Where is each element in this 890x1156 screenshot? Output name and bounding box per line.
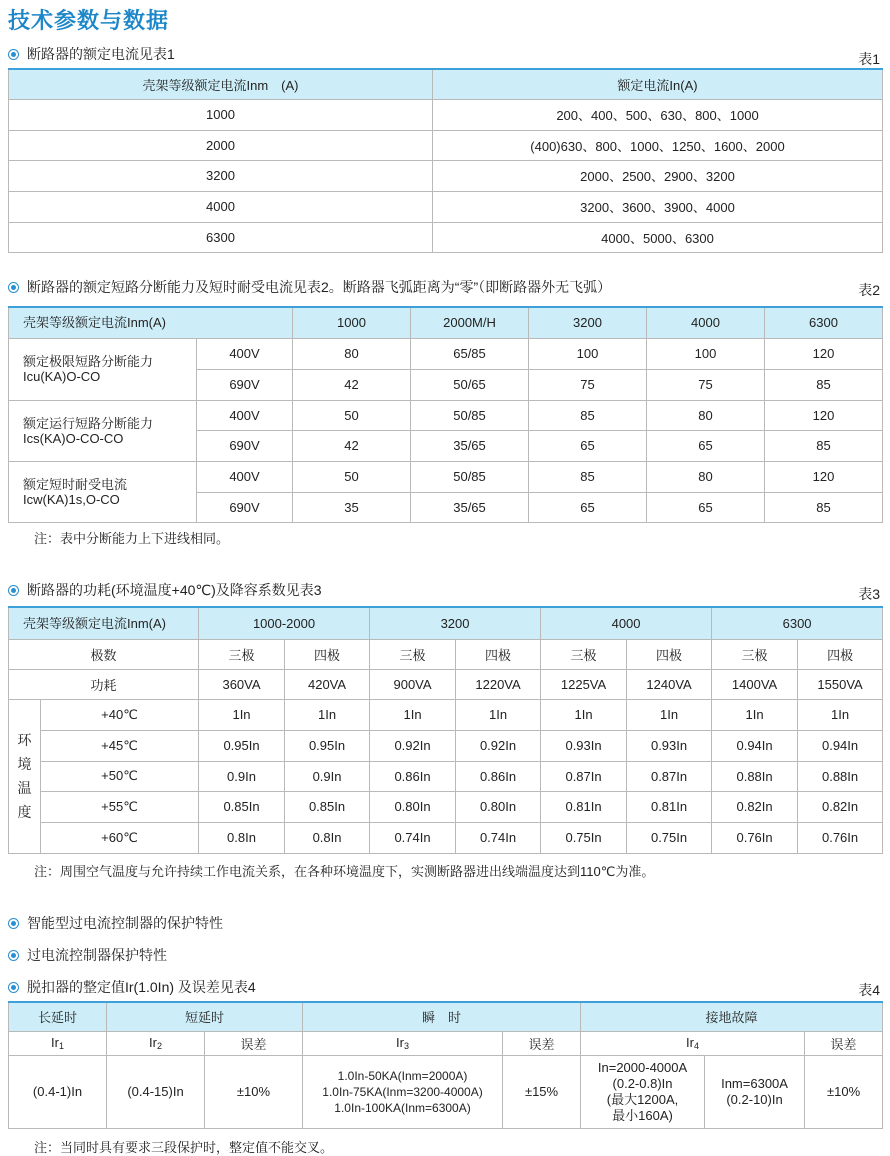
table-cell: 四极 bbox=[798, 639, 883, 669]
table-cell: 200、400、500、630、800、1000 bbox=[433, 99, 883, 130]
table4-header-long-delay: 长延时 bbox=[9, 1002, 107, 1031]
table-cell: 50 bbox=[293, 400, 411, 430]
value-line: (0.2-10)In bbox=[726, 1091, 783, 1107]
section-heading-controller-protection bbox=[8, 945, 167, 965]
table-cell: 120 bbox=[765, 400, 883, 430]
section-heading-text: 智能型过电流控制器的保护特性 bbox=[27, 915, 223, 931]
value-line: 1.0In-75KA(Inm=3200-4000A) bbox=[322, 1084, 483, 1099]
table-cell: 85 bbox=[765, 369, 883, 400]
table3-header-col: 4000 bbox=[541, 607, 712, 639]
table-cell: 0.92In bbox=[370, 730, 456, 761]
bullet-icon bbox=[8, 950, 19, 961]
section-heading-breaking-capacity bbox=[8, 277, 611, 297]
table-cell: 三极 bbox=[712, 639, 798, 669]
table-cell: 42 bbox=[293, 369, 411, 400]
table-cell: 1550VA bbox=[798, 669, 883, 699]
table-cell: 0.80In bbox=[456, 791, 541, 822]
table-cell: 1In bbox=[285, 699, 370, 730]
section-heading-text: 过电流控制器保护特性 bbox=[27, 947, 167, 963]
section-heading-text: 断路器的额定电流见表1 bbox=[27, 46, 175, 62]
table-trip-settings bbox=[8, 1001, 883, 1129]
table-row bbox=[9, 400, 883, 430]
value-line: In=2000-4000A bbox=[597, 1059, 688, 1075]
table-cell: 1In bbox=[541, 699, 627, 730]
table-cell: 1In bbox=[456, 699, 541, 730]
table4-ir3-header bbox=[303, 1031, 503, 1055]
ir-subscript: 3 bbox=[403, 1041, 409, 1051]
temp-label: +60℃ bbox=[41, 822, 199, 853]
value-line: (最大1200A, bbox=[606, 1091, 679, 1107]
group-label-line: 额定短时耐受电流 bbox=[23, 476, 128, 492]
section-heading-text: 脱扣器的整定值Ir(1.0In) 及误差见表4 bbox=[27, 979, 256, 995]
value-line: 最小160A) bbox=[612, 1107, 673, 1123]
ir-subscript: 1 bbox=[58, 1041, 64, 1051]
table-cell: 690V bbox=[197, 430, 293, 461]
table2-header-frame: 壳架等级额定电流Inm(A) bbox=[9, 307, 293, 338]
table-cell: 0.8In bbox=[199, 822, 285, 853]
table2-group-label bbox=[9, 338, 197, 400]
table2-group-label bbox=[9, 400, 197, 461]
table-cell: 0.81In bbox=[627, 791, 712, 822]
group-label-line: Icw(KA)1s,O-CO bbox=[23, 491, 120, 507]
table-cell: 1In bbox=[370, 699, 456, 730]
table-cell: 50/85 bbox=[411, 400, 529, 430]
table-cell: 0.92In bbox=[456, 730, 541, 761]
table-cell: (400)630、800、1000、1250、1600、2000 bbox=[433, 130, 883, 160]
table3-env-temp-label bbox=[9, 699, 41, 853]
table-cell: 120 bbox=[765, 461, 883, 492]
table-cell: 4000 bbox=[9, 191, 433, 222]
section-heading-rated-current bbox=[8, 44, 175, 64]
table2-header-col: 1000 bbox=[293, 307, 411, 338]
table-cell: 1220VA bbox=[456, 669, 541, 699]
page-title: 技术参数与数据 bbox=[8, 8, 170, 33]
table-cell: 1000 bbox=[9, 99, 433, 130]
table-cell: 65 bbox=[529, 430, 647, 461]
table-cell: 1In bbox=[199, 699, 285, 730]
ir-subscript: 2 bbox=[156, 1041, 162, 1051]
table-tag-3: 表3 bbox=[858, 586, 880, 602]
table-cell: ±15% bbox=[503, 1055, 581, 1128]
table4-err-header: 误差 bbox=[205, 1031, 303, 1055]
table-cell: 900VA bbox=[370, 669, 456, 699]
table-cell: 0.82In bbox=[798, 791, 883, 822]
temp-label: +55℃ bbox=[41, 791, 199, 822]
table-cell: 1240VA bbox=[627, 669, 712, 699]
table3-note: 注：周围空气温度与允许持续工作电流关系，在各种环境温度下，实测断路器进出线端温度达到110℃为准。 bbox=[34, 864, 655, 879]
table-cell: 65/85 bbox=[411, 338, 529, 369]
vertical-label-char: 境 bbox=[17, 756, 32, 772]
table-cell: 0.76In bbox=[798, 822, 883, 853]
table2-header-col: 6300 bbox=[765, 307, 883, 338]
table-tag-4: 表4 bbox=[858, 982, 880, 998]
table-cell: 0.8In bbox=[285, 822, 370, 853]
table4-ir4-value-a bbox=[581, 1055, 705, 1128]
table-cell: 0.88In bbox=[798, 761, 883, 791]
table4-err-header: 误差 bbox=[503, 1031, 581, 1055]
section-heading-trip-settings bbox=[8, 977, 256, 997]
table-cell: 三极 bbox=[370, 639, 456, 669]
bullet-icon bbox=[8, 49, 19, 60]
table4-header-instant: 瞬 时 bbox=[303, 1002, 581, 1031]
table-cell: 35/65 bbox=[411, 430, 529, 461]
table-cell: 0.93In bbox=[541, 730, 627, 761]
table-cell: ±10% bbox=[805, 1055, 883, 1128]
temp-label: +45℃ bbox=[41, 730, 199, 761]
table-cell: 85 bbox=[529, 461, 647, 492]
bullet-icon bbox=[8, 982, 19, 993]
table-breaking-capacity bbox=[8, 306, 883, 523]
value-line: 1.0In-50KA(Inm=2000A) bbox=[337, 1068, 468, 1083]
table-cell: 400V bbox=[197, 400, 293, 430]
group-label-line: 额定运行短路分断能力 bbox=[23, 415, 154, 431]
table-cell: 80 bbox=[647, 400, 765, 430]
table-cell: 0.93In bbox=[627, 730, 712, 761]
table-cell: 6300 bbox=[9, 222, 433, 252]
ir-label: Ir bbox=[686, 1035, 694, 1050]
table-cell: 0.86In bbox=[370, 761, 456, 791]
table3-poles-label: 极数 bbox=[9, 639, 199, 669]
table-cell: 35 bbox=[293, 492, 411, 522]
table-cell: 0.75In bbox=[627, 822, 712, 853]
table3-power-label: 功耗 bbox=[9, 669, 199, 699]
table2-header-col: 3200 bbox=[529, 307, 647, 338]
table3-header-col: 3200 bbox=[370, 607, 541, 639]
section-heading-text: 断路器的额定短路分断能力及短时耐受电流见表2。断路器飞弧距离为“零”（即断路器外无飞弧） bbox=[27, 279, 612, 295]
table2-group-label bbox=[9, 461, 197, 522]
table4-err-header: 误差 bbox=[805, 1031, 883, 1055]
table-cell: 1400VA bbox=[712, 669, 798, 699]
table-row bbox=[9, 222, 883, 252]
table-cell: ±10% bbox=[205, 1055, 303, 1128]
value-line: 1.0In-100KA(Inm=6300A) bbox=[334, 1100, 471, 1115]
table-row bbox=[9, 1055, 883, 1128]
table-row bbox=[9, 338, 883, 369]
table-cell: 0.75In bbox=[541, 822, 627, 853]
table3-header-frame: 壳架等级额定电流Inm(A) bbox=[9, 607, 199, 639]
table-cell: 四极 bbox=[456, 639, 541, 669]
table-cell: 690V bbox=[197, 369, 293, 400]
table-rated-current bbox=[8, 68, 883, 253]
table-cell: 四极 bbox=[285, 639, 370, 669]
table-cell: 360VA bbox=[199, 669, 285, 699]
table-cell: 三极 bbox=[199, 639, 285, 669]
table3-header-col: 6300 bbox=[712, 607, 883, 639]
table-cell: 50/65 bbox=[411, 369, 529, 400]
group-label-line: Ics(KA)O-CO-CO bbox=[23, 430, 124, 446]
table-row bbox=[9, 99, 883, 130]
table4-header-ground-fault: 接地故障 bbox=[581, 1002, 883, 1031]
value-line: (0.2-0.8)In bbox=[612, 1075, 673, 1091]
bullet-icon bbox=[8, 282, 19, 293]
table-cell: 四极 bbox=[627, 639, 712, 669]
table-cell: 0.94In bbox=[798, 730, 883, 761]
table-cell: 50 bbox=[293, 461, 411, 492]
table-cell: 1225VA bbox=[541, 669, 627, 699]
table-cell: 65 bbox=[647, 492, 765, 522]
table-row bbox=[9, 461, 883, 492]
table-row bbox=[9, 1031, 883, 1055]
group-label-line: Icu(KA)O-CO bbox=[23, 369, 101, 384]
table-cell: 85 bbox=[765, 430, 883, 461]
table-row bbox=[9, 160, 883, 191]
table3-header-col: 1000-2000 bbox=[199, 607, 370, 639]
ir-subscript: 4 bbox=[694, 1041, 700, 1051]
table-cell: 0.74In bbox=[456, 822, 541, 853]
table-row bbox=[9, 761, 883, 791]
table-cell: 3200、3600、3900、4000 bbox=[433, 191, 883, 222]
table-cell: 0.80In bbox=[370, 791, 456, 822]
table-tag-1: 表1 bbox=[858, 51, 880, 67]
table-cell: 0.87In bbox=[627, 761, 712, 791]
table4-ir4-value-b bbox=[705, 1055, 805, 1128]
vertical-label-char: 度 bbox=[17, 804, 32, 820]
table-cell: 0.74In bbox=[370, 822, 456, 853]
table-cell: 0.95In bbox=[199, 730, 285, 761]
table-cell: 2000、2500、2900、3200 bbox=[433, 160, 883, 191]
table1-header-frame: 壳架等级额定电流Inm (A) bbox=[9, 69, 433, 99]
table-cell: 75 bbox=[529, 369, 647, 400]
table-cell: 35/65 bbox=[411, 492, 529, 522]
value-line: Inm=6300A bbox=[721, 1075, 788, 1091]
table-row bbox=[9, 822, 883, 853]
table-row bbox=[9, 699, 883, 730]
table2-header-col: 2000M/H bbox=[411, 307, 529, 338]
table-cell: 0.88In bbox=[712, 761, 798, 791]
vertical-label-char: 温 bbox=[17, 780, 32, 796]
table-cell: 65 bbox=[529, 492, 647, 522]
table-row bbox=[9, 791, 883, 822]
table-row bbox=[9, 730, 883, 761]
table-row bbox=[9, 669, 883, 699]
table2-note: 注：表中分断能力上下进线相同。 bbox=[34, 531, 230, 546]
table-cell: 690V bbox=[197, 492, 293, 522]
table4-ir4-header bbox=[581, 1031, 805, 1055]
table-cell: 0.94In bbox=[712, 730, 798, 761]
table-cell: 4000、5000、6300 bbox=[433, 222, 883, 252]
table4-ir3-value bbox=[303, 1055, 503, 1128]
table-row bbox=[9, 191, 883, 222]
table-cell: 100 bbox=[529, 338, 647, 369]
table-cell: 1In bbox=[798, 699, 883, 730]
table-cell: (0.4-1)In bbox=[9, 1055, 107, 1128]
table-cell: 0.81In bbox=[541, 791, 627, 822]
temp-label: +50℃ bbox=[41, 761, 199, 791]
section-heading-intelligent-controller bbox=[8, 913, 223, 933]
table4-header-short-delay: 短延时 bbox=[107, 1002, 303, 1031]
table-cell: 420VA bbox=[285, 669, 370, 699]
table-cell: 0.87In bbox=[541, 761, 627, 791]
table-cell: 0.76In bbox=[712, 822, 798, 853]
table-cell: 3200 bbox=[9, 160, 433, 191]
table-cell: 0.85In bbox=[199, 791, 285, 822]
table1-header-current: 额定电流In(A) bbox=[433, 69, 883, 99]
table4-ir2-header bbox=[107, 1031, 205, 1055]
table-cell: 120 bbox=[765, 338, 883, 369]
table-cell: (0.4-15)In bbox=[107, 1055, 205, 1128]
table2-header-col: 4000 bbox=[647, 307, 765, 338]
bullet-icon bbox=[8, 585, 19, 596]
table-cell: 1In bbox=[627, 699, 712, 730]
table-cell: 80 bbox=[293, 338, 411, 369]
table-tag-2: 表2 bbox=[858, 282, 880, 298]
table-cell: 0.9In bbox=[199, 761, 285, 791]
bullet-icon bbox=[8, 918, 19, 929]
table-cell: 80 bbox=[647, 461, 765, 492]
temp-label: +40℃ bbox=[41, 699, 199, 730]
table-power-loss bbox=[8, 606, 883, 854]
table-cell: 42 bbox=[293, 430, 411, 461]
section-heading-text: 断路器的功耗(环境温度+40℃)及降容系数见表3 bbox=[27, 582, 322, 598]
table-cell: 50/85 bbox=[411, 461, 529, 492]
table-cell: 0.86In bbox=[456, 761, 541, 791]
table-cell: 0.85In bbox=[285, 791, 370, 822]
table-cell: 0.9In bbox=[285, 761, 370, 791]
vertical-label-char: 环 bbox=[17, 732, 32, 748]
table4-ir1-header bbox=[9, 1031, 107, 1055]
table-cell: 0.82In bbox=[712, 791, 798, 822]
table-cell: 0.95In bbox=[285, 730, 370, 761]
section-heading-power-loss bbox=[8, 580, 322, 600]
table4-note: 注：当同时具有要求三段保护时，整定值不能交叉。 bbox=[34, 1140, 334, 1155]
group-label-line: 额定极限短路分断能力 bbox=[23, 354, 154, 369]
table-cell: 75 bbox=[647, 369, 765, 400]
table-cell: 1In bbox=[712, 699, 798, 730]
table-cell: 65 bbox=[647, 430, 765, 461]
table-cell: 85 bbox=[529, 400, 647, 430]
ir-label: Ir bbox=[396, 1035, 404, 1050]
table-cell: 100 bbox=[647, 338, 765, 369]
table-cell: 2000 bbox=[9, 130, 433, 160]
table-cell: 400V bbox=[197, 338, 293, 369]
table-cell: 400V bbox=[197, 461, 293, 492]
ir-label: Ir bbox=[149, 1035, 157, 1050]
table-row bbox=[9, 130, 883, 160]
table-cell: 85 bbox=[765, 492, 883, 522]
ir-label: Ir bbox=[51, 1035, 59, 1050]
table-row bbox=[9, 639, 883, 669]
table-cell: 三极 bbox=[541, 639, 627, 669]
